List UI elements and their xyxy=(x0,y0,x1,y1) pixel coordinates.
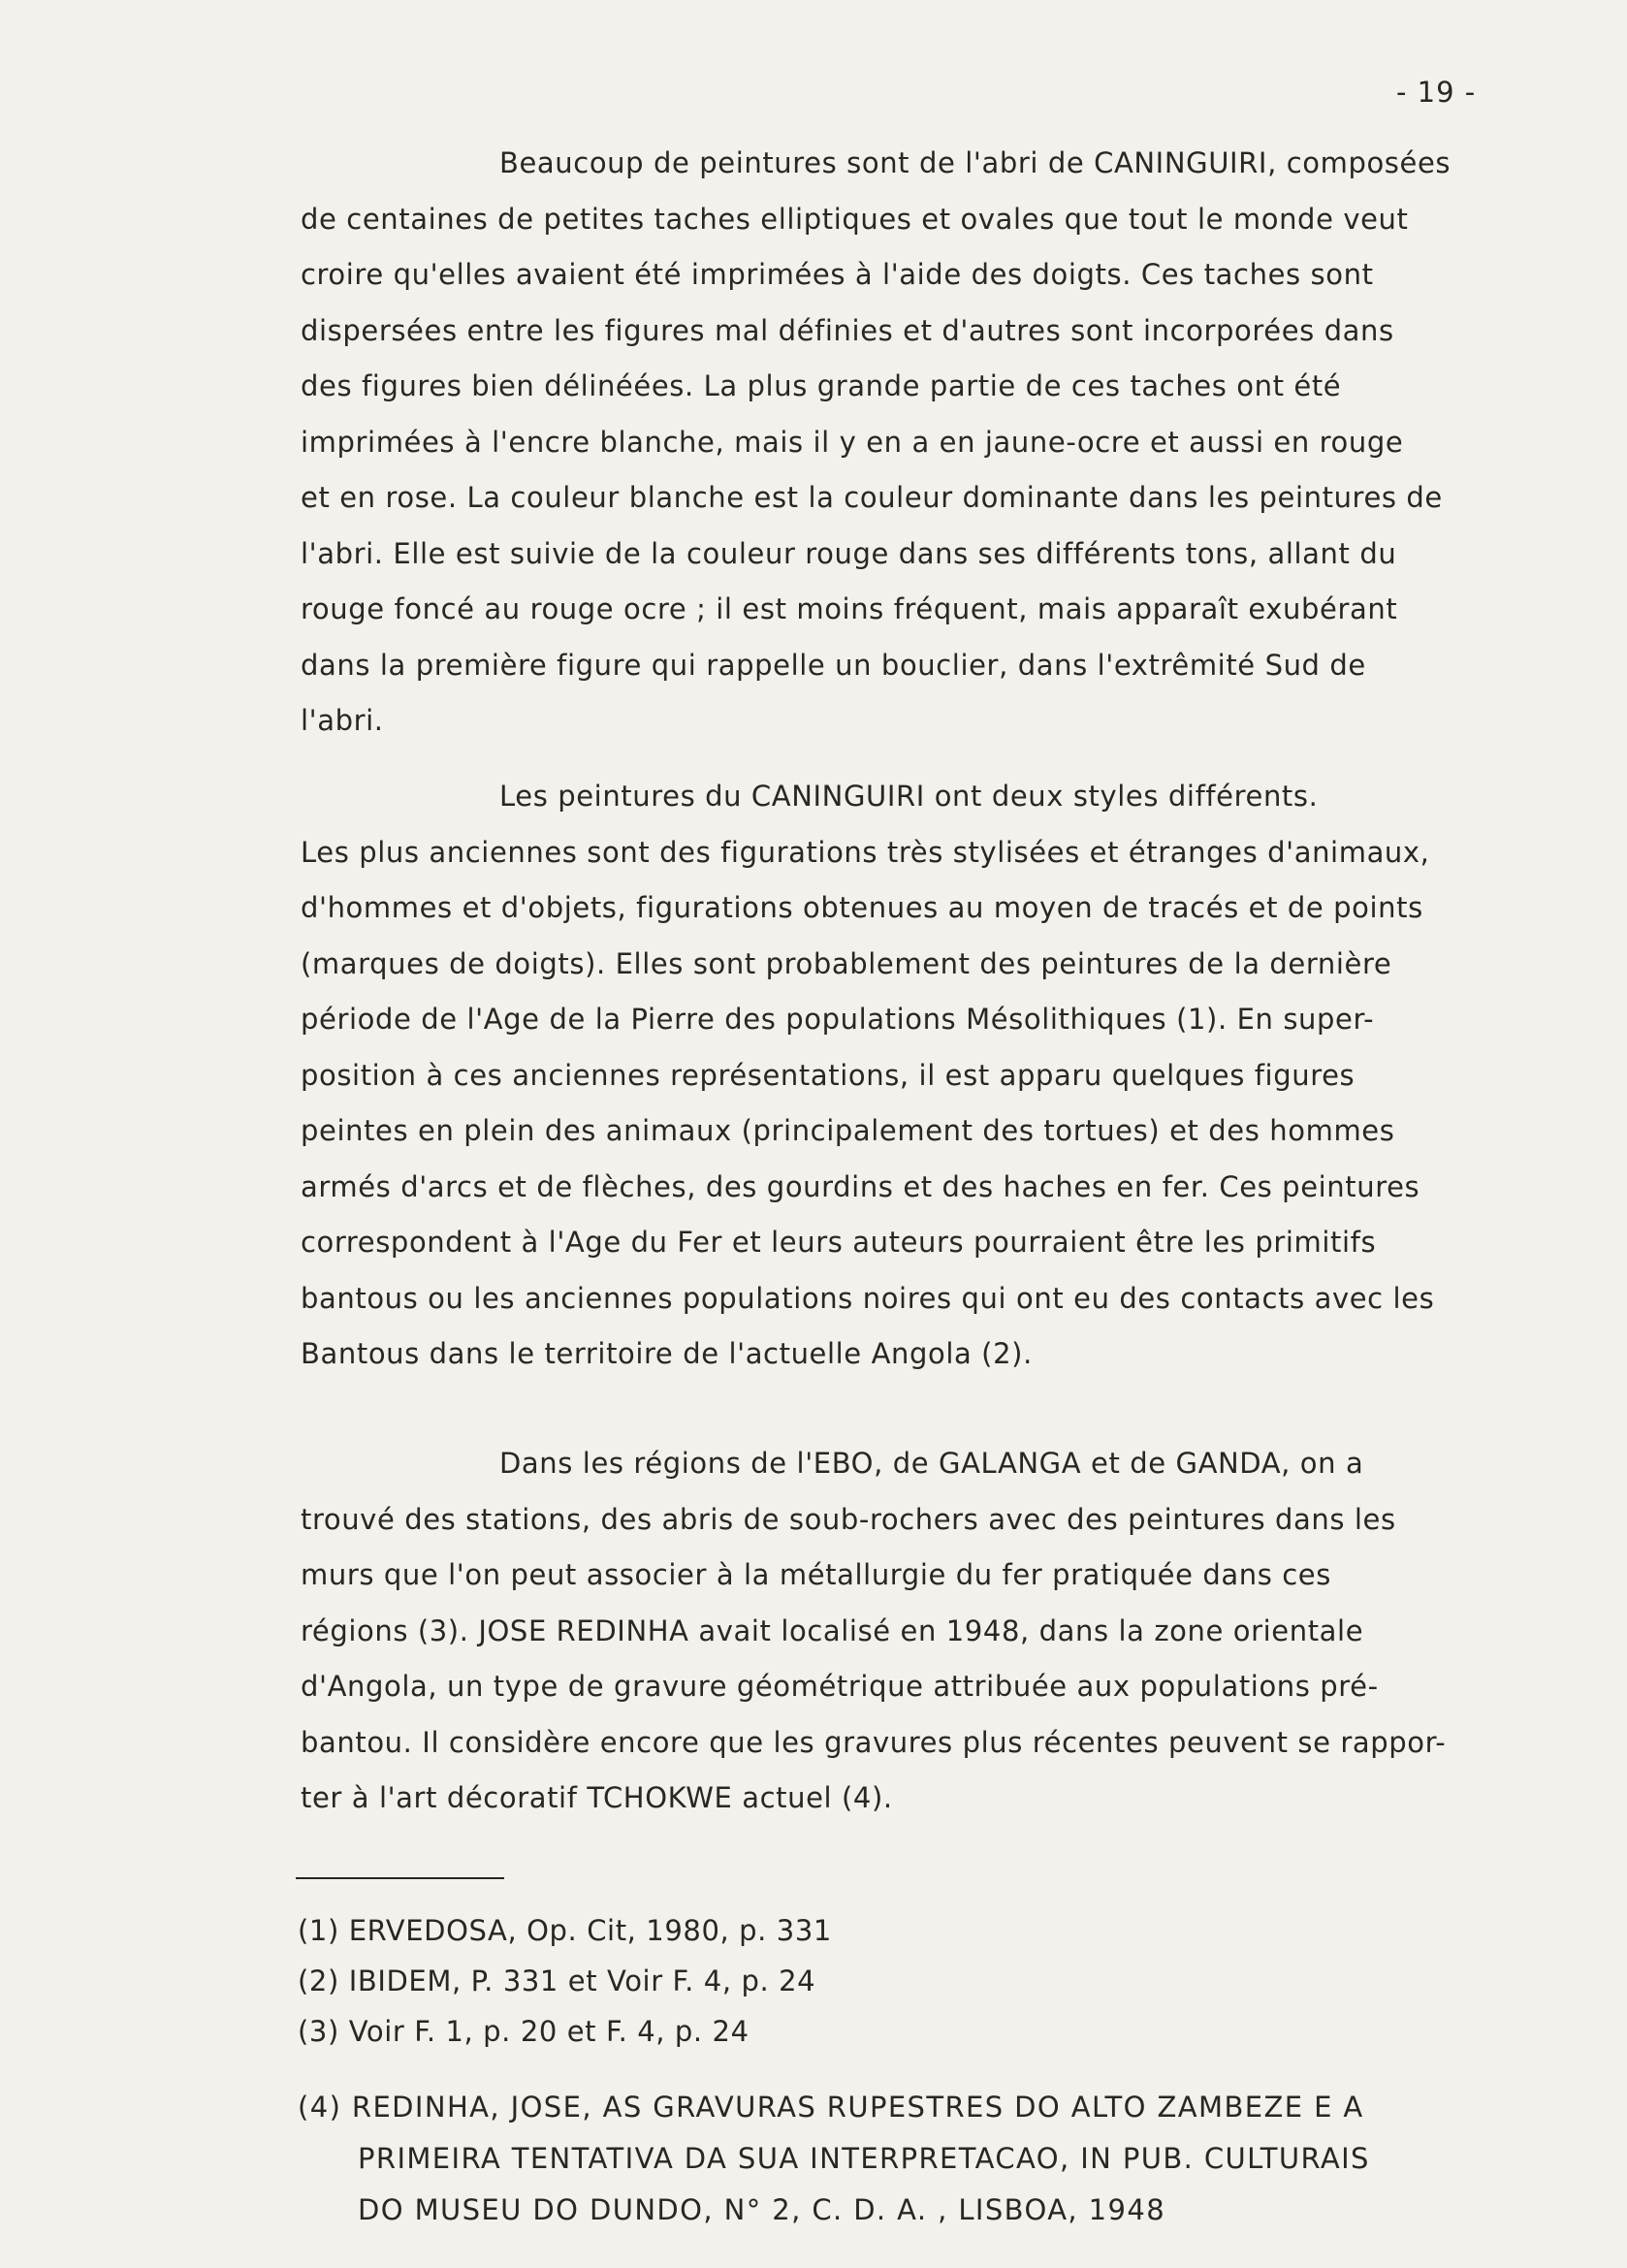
footnote-separator xyxy=(296,1877,504,1879)
paragraph-3 xyxy=(301,1436,1590,1827)
text-line: ter à l'art décoratif TCHOKWE actuel (4). xyxy=(301,1781,893,1814)
text-line: période de l'Age de la Pierre des populations Mésolithiques (1). En super- xyxy=(301,1003,1375,1036)
text-line: dans la première figure qui rappelle un bouclier, dans l'extrêmité Sud de xyxy=(301,648,1366,682)
paragraph-2 xyxy=(301,769,1590,1383)
text-line: peintes en plein des animaux (principalement des tortues) et des hommes xyxy=(301,1114,1395,1147)
text-line: d'Angola, un type de gravure géométrique attribuée aux populations pré- xyxy=(301,1670,1379,1703)
footnote-4-line: DO MUSEU DO DUNDO, N° 2, C. D. A. , LISBOA, 1948 xyxy=(358,2193,1166,2226)
text-line: bantou. Il considère encore que les gravures plus récentes peuvent se rappor- xyxy=(301,1725,1447,1759)
text-line: (marques de doigts). Elles sont probablement des peintures de la dernière xyxy=(301,946,1392,980)
text-line: Beaucoup de peintures sont de l'abri de CANINGUIRI, composées xyxy=(499,146,1452,179)
page-number: - 19 - xyxy=(1396,76,1477,109)
footnote-1: (1) ERVEDOSA, Op. Cit, 1980, p. 331 xyxy=(298,1914,832,1947)
text-line: rouge foncé au rouge ocre ; il est moins fréquent, mais apparaît exubérant xyxy=(301,592,1398,625)
text-line: Les peintures du CANINGUIRI ont deux styles différents. xyxy=(499,780,1319,813)
text-line: murs que l'on peut associer à la métallurgie du fer pratiquée dans ces xyxy=(301,1558,1331,1591)
text-line: de centaines de petites taches elliptiques et ovales que tout le monde veut xyxy=(301,202,1409,236)
text-line: des figures bien délinéées. La plus grande partie de ces taches ont été xyxy=(301,369,1342,402)
text-line: croire qu'elles avaient été imprimées à l'aide des doigts. Ces taches sont xyxy=(301,258,1374,291)
footnote-4 xyxy=(298,2082,1597,2236)
text-line: trouvé des stations, des abris de soub-rochers avec des peintures dans les xyxy=(301,1502,1396,1536)
text-line: position à ces anciennes représentations, il est apparu quelques figures xyxy=(301,1058,1356,1092)
paragraph-1 xyxy=(301,136,1590,750)
footnote-2: (2) IBIDEM, P. 331 et Voir F. 4, p. 24 xyxy=(298,1965,816,1997)
text-line: l'abri. Elle est suivie de la couleur rouge dans ses différents tons, allant du xyxy=(301,536,1397,570)
text-line: bantous ou les anciennes populations noires qui ont eu des contacts avec les xyxy=(301,1281,1435,1315)
text-line: l'abri. xyxy=(301,704,384,737)
footnote-3: (3) Voir F. 1, p. 20 et F. 4, p. 24 xyxy=(298,2015,750,2048)
text-line: Dans les régions de l'EBO, de GALANGA et de GANDA, on a xyxy=(499,1447,1364,1480)
text-line: d'hommes et d'objets, figurations obtenues au moyen de tracés et de points xyxy=(301,891,1423,924)
text-line: Les plus anciennes sont des figurations très stylisées et étranges d'animaux, xyxy=(301,835,1430,869)
text-line: et en rose. La couleur blanche est la couleur dominante dans les peintures de xyxy=(301,481,1443,514)
text-line: imprimées à l'encre blanche, mais il y en a en jaune-ocre et aussi en rouge xyxy=(301,425,1404,459)
footnote-4-line: PRIMEIRA TENTATIVA DA SUA INTERPRETACAO, IN PUB. CULTURAIS xyxy=(358,2142,1370,2175)
text-line: Bantous dans le territoire de l'actuelle Angola (2). xyxy=(301,1337,1033,1370)
text-line: dispersées entre les figures mal définies et d'autres sont incorporées dans xyxy=(301,313,1394,347)
text-line: régions (3). JOSE REDINHA avait localisé en 1948, dans la zone orientale xyxy=(301,1613,1364,1647)
text-line: armés d'arcs et de flèches, des gourdins et des haches en fer. Ces peintures xyxy=(301,1169,1420,1203)
footnote-4-line: (4) REDINHA, JOSE, AS GRAVURAS RUPESTRES DO ALTO ZAMBEZE E A xyxy=(298,2091,1364,2124)
text-line: correspondent à l'Age du Fer et leurs auteurs pourraient être les primitifs xyxy=(301,1226,1377,1259)
footnotes xyxy=(298,1905,1597,2236)
